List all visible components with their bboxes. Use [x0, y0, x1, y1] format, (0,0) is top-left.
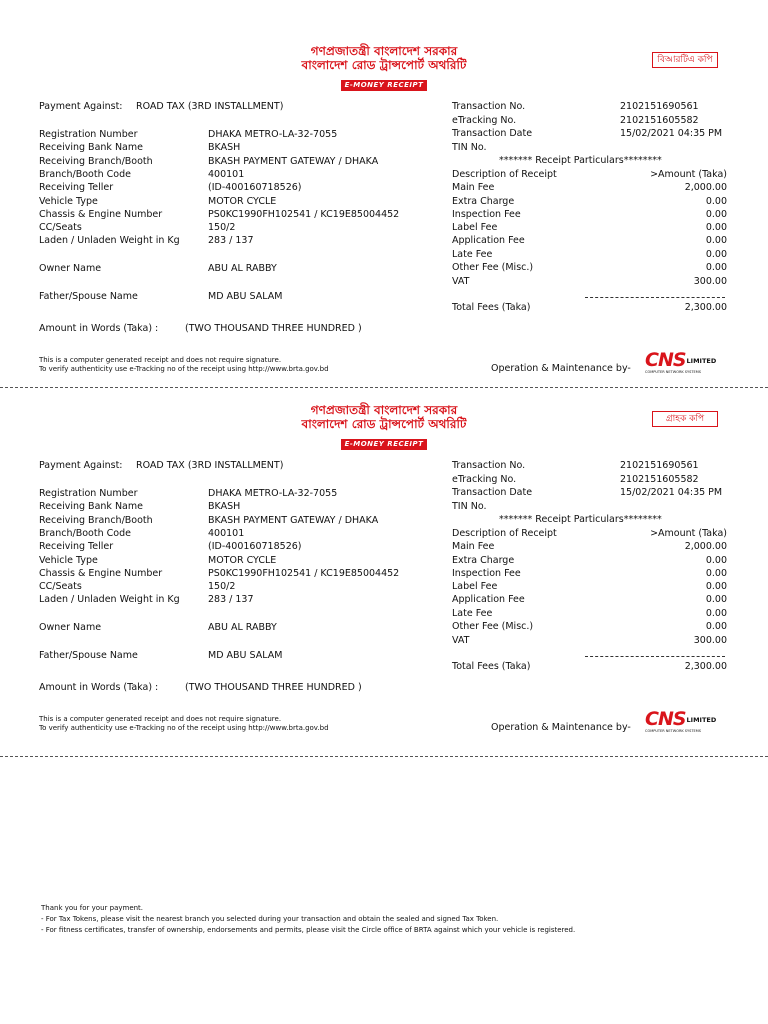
header-bangla-government: গণপ্রজাতন্ত্রী বাংলাদেশ সরকার: [310, 44, 458, 58]
description-label: Description of Receipt: [452, 528, 557, 539]
cns-logo-limited: LIMITED: [686, 357, 717, 365]
verify-authenticity-note: To verify authenticity use e-Tracking no of the receipt using http://www.brta.gov.bd: [39, 724, 329, 732]
fee-label: Extra Charge: [452, 196, 515, 207]
vehicle-detail-value: PS0KC1990FH102541 / KC19E85004452: [208, 568, 400, 579]
cns-logo-subtitle: COMPUTER NETWORK SYSTEMS: [645, 370, 701, 374]
fee-amount: 0.00: [705, 581, 727, 592]
footer-tax-token-note: - For Tax Tokens, please visit the nearest branch you selected during your transaction and obtain the sealed and signed Tax Token.: [41, 915, 499, 923]
vehicle-detail-label: Branch/Booth Code: [39, 169, 131, 180]
father-name-label: Father/Spouse Name: [39, 650, 138, 661]
total-fees-value: 2,300.00: [684, 661, 727, 672]
vehicle-detail-label: Receiving Teller: [39, 541, 114, 552]
vehicle-detail-label: CC/Seats: [39, 581, 82, 592]
copy-type-stamp: বিআরটিএ কপি: [652, 52, 718, 68]
footer-fitness-note: - For fitness certificates, transfer of ownership, endorsements and permits, please visit the Circle office of BRTA against which your vehicle is registered.: [41, 926, 576, 934]
total-fees-label: Total Fees (Taka): [452, 661, 531, 672]
fee-amount: 300.00: [693, 635, 727, 646]
fee-label: VAT: [452, 635, 470, 646]
computer-generated-note: This is a computer generated receipt and does not require signature.: [39, 715, 282, 723]
vehicle-detail-label: Branch/Booth Code: [39, 528, 131, 539]
vehicle-detail-label: Vehicle Type: [39, 196, 98, 207]
owner-name-label: Owner Name: [39, 263, 102, 274]
payment-against-label: Payment Against:: [39, 101, 123, 112]
fee-amount: 0.00: [705, 568, 727, 579]
vehicle-detail-value: BKASH PAYMENT GATEWAY / DHAKA: [208, 515, 379, 526]
tin-no-label: TIN No.: [452, 142, 487, 153]
amount-words-value: (TWO THOUSAND THREE HUNDRED ): [185, 682, 362, 693]
cns-logo-subtitle: COMPUTER NETWORK SYSTEMS: [645, 729, 701, 733]
e-money-receipt-badge: E-MONEY RECEIPT: [341, 439, 428, 450]
vehicle-detail-label: Registration Number: [39, 488, 138, 499]
vehicle-detail-label: Receiving Branch/Booth: [39, 515, 153, 526]
fee-label: Late Fee: [452, 608, 493, 619]
operation-maintenance-label: Operation & Maintenance by-: [491, 363, 631, 374]
cns-logo-mark: CNS: [645, 349, 686, 371]
fee-amount: 0.00: [705, 262, 727, 273]
cns-logo-limited: LIMITED: [686, 716, 717, 724]
vehicle-detail-label: Registration Number: [39, 129, 138, 140]
fee-label: Label Fee: [452, 222, 498, 233]
fee-amount: 0.00: [705, 594, 727, 605]
vehicle-detail-value: BKASH: [208, 142, 241, 153]
etracking-no-label: eTracking No.: [452, 474, 517, 485]
total-divider: [585, 297, 725, 298]
etracking-no-label: eTracking No.: [452, 115, 517, 126]
fee-label: Application Fee: [452, 235, 525, 246]
vehicle-detail-label: Receiving Bank Name: [39, 142, 143, 153]
amount-words-value: (TWO THOUSAND THREE HUNDRED ): [185, 323, 362, 334]
verify-authenticity-note: To verify authenticity use e-Tracking no of the receipt using http://www.brta.gov.bd: [39, 365, 329, 373]
amount-words-label: Amount in Words (Taka) :: [39, 682, 159, 693]
owner-name-label: Owner Name: [39, 622, 102, 633]
vehicle-detail-value: 150/2: [208, 222, 236, 233]
header-bangla-authority: বাংলাদেশ রোড ট্রান্সপোর্ট অথরিটি: [301, 58, 467, 72]
fee-label: Late Fee: [452, 249, 493, 260]
transaction-date-value: 15/02/2021 04:35 PM: [620, 128, 723, 139]
fee-amount: 0.00: [705, 209, 727, 220]
total-divider: [585, 656, 725, 657]
father-name-label: Father/Spouse Name: [39, 291, 138, 302]
fee-label: Label Fee: [452, 581, 498, 592]
footer-thank-you: Thank you for your payment.: [41, 904, 144, 912]
vehicle-detail-value: 400101: [208, 528, 245, 539]
vehicle-detail-value: 400101: [208, 169, 245, 180]
fee-label: Other Fee (Misc.): [452, 621, 534, 632]
fee-label: Main Fee: [452, 182, 495, 193]
vehicle-detail-label: Chassis & Engine Number: [39, 568, 163, 579]
receipt-brta-copy: [0, 0, 768, 374]
vehicle-detail-value: 150/2: [208, 581, 236, 592]
fee-label: Inspection Fee: [452, 568, 521, 579]
fee-label: Extra Charge: [452, 555, 515, 566]
vehicle-detail-label: Receiving Bank Name: [39, 501, 143, 512]
vehicle-detail-label: Laden / Unladen Weight in Kg: [39, 235, 180, 246]
amount-words-label: Amount in Words (Taka) :: [39, 323, 159, 334]
transaction-no-value: 2102151690561: [620, 101, 699, 112]
fee-amount: 2,000.00: [684, 541, 727, 552]
vehicle-detail-value: DHAKA METRO-LA-32-7055: [208, 129, 338, 140]
fee-label: VAT: [452, 276, 470, 287]
vehicle-detail-value: DHAKA METRO-LA-32-7055: [208, 488, 338, 499]
fee-label: Main Fee: [452, 541, 495, 552]
header-bangla-government: গণপ্রজাতন্ত্রী বাংলাদেশ সরকার: [310, 403, 458, 417]
etracking-no-value: 2102151605582: [620, 115, 699, 126]
fee-amount: 0.00: [705, 621, 727, 632]
cns-limited-logo: [645, 708, 717, 733]
operation-maintenance-label: Operation & Maintenance by-: [491, 722, 631, 733]
payment-against-value: ROAD TAX (3RD INSTALLMENT): [136, 460, 284, 471]
vehicle-detail-label: Receiving Teller: [39, 182, 114, 193]
computer-generated-note: This is a computer generated receipt and does not require signature.: [39, 356, 282, 364]
vehicle-detail-value: MOTOR CYCLE: [208, 555, 277, 566]
receipt-particulars-title: ******* Receipt Particulars********: [499, 514, 662, 525]
tin-no-label: TIN No.: [452, 501, 487, 512]
fee-label: Other Fee (Misc.): [452, 262, 534, 273]
fee-amount: 0.00: [705, 196, 727, 207]
fee-amount: 0.00: [705, 222, 727, 233]
fee-label: Application Fee: [452, 594, 525, 605]
father-name-value: MD ABU SALAM: [208, 650, 283, 661]
payment-against-label: Payment Against:: [39, 460, 123, 471]
father-name-value: MD ABU SALAM: [208, 291, 283, 302]
fee-amount: 0.00: [705, 555, 727, 566]
vehicle-detail-value: 283 / 137: [208, 594, 254, 605]
description-label: Description of Receipt: [452, 169, 557, 180]
receipt-customer-copy: [0, 359, 768, 733]
vehicle-detail-label: Laden / Unladen Weight in Kg: [39, 594, 180, 605]
payment-against-value: ROAD TAX (3RD INSTALLMENT): [136, 101, 284, 112]
fee-amount: 0.00: [705, 235, 727, 246]
copy-type-stamp: গ্রাহক কপি: [652, 411, 718, 427]
vehicle-detail-label: Receiving Branch/Booth: [39, 156, 153, 167]
vehicle-detail-value: BKASH PAYMENT GATEWAY / DHAKA: [208, 156, 379, 167]
transaction-date-label: Transaction Date: [452, 487, 533, 498]
vehicle-detail-label: Chassis & Engine Number: [39, 209, 163, 220]
amount-column-header: >Amount (Taka): [650, 169, 727, 180]
vehicle-detail-label: Vehicle Type: [39, 555, 98, 566]
vehicle-detail-label: CC/Seats: [39, 222, 82, 233]
amount-column-header: >Amount (Taka): [650, 528, 727, 539]
fee-amount: 0.00: [705, 608, 727, 619]
vehicle-detail-value: (ID-400160718526): [208, 541, 302, 552]
fee-amount: 0.00: [705, 249, 727, 260]
total-fees-label: Total Fees (Taka): [452, 302, 531, 313]
etracking-no-value: 2102151605582: [620, 474, 699, 485]
transaction-date-label: Transaction Date: [452, 128, 533, 139]
total-fees-value: 2,300.00: [684, 302, 727, 313]
vehicle-detail-value: BKASH: [208, 501, 241, 512]
vehicle-detail-value: PS0KC1990FH102541 / KC19E85004452: [208, 209, 400, 220]
e-money-receipt-badge: E-MONEY RECEIPT: [341, 80, 428, 91]
transaction-no-value: 2102151690561: [620, 460, 699, 471]
owner-name-value: ABU AL RABBY: [208, 622, 277, 633]
header-bangla-authority: বাংলাদেশ রোড ট্রান্সপোর্ট অথরিটি: [301, 417, 467, 431]
vehicle-detail-value: 283 / 137: [208, 235, 254, 246]
receipt-particulars-title: ******* Receipt Particulars********: [499, 155, 662, 166]
vehicle-detail-value: MOTOR CYCLE: [208, 196, 277, 207]
fee-amount: 2,000.00: [684, 182, 727, 193]
owner-name-value: ABU AL RABBY: [208, 263, 277, 274]
fee-label: Inspection Fee: [452, 209, 521, 220]
receipt-separator-bottom: [0, 756, 768, 757]
vehicle-detail-value: (ID-400160718526): [208, 182, 302, 193]
transaction-no-label: Transaction No.: [452, 101, 526, 112]
fee-amount: 300.00: [693, 276, 727, 287]
cns-logo-mark: CNS: [645, 708, 686, 730]
transaction-date-value: 15/02/2021 04:35 PM: [620, 487, 723, 498]
transaction-no-label: Transaction No.: [452, 460, 526, 471]
